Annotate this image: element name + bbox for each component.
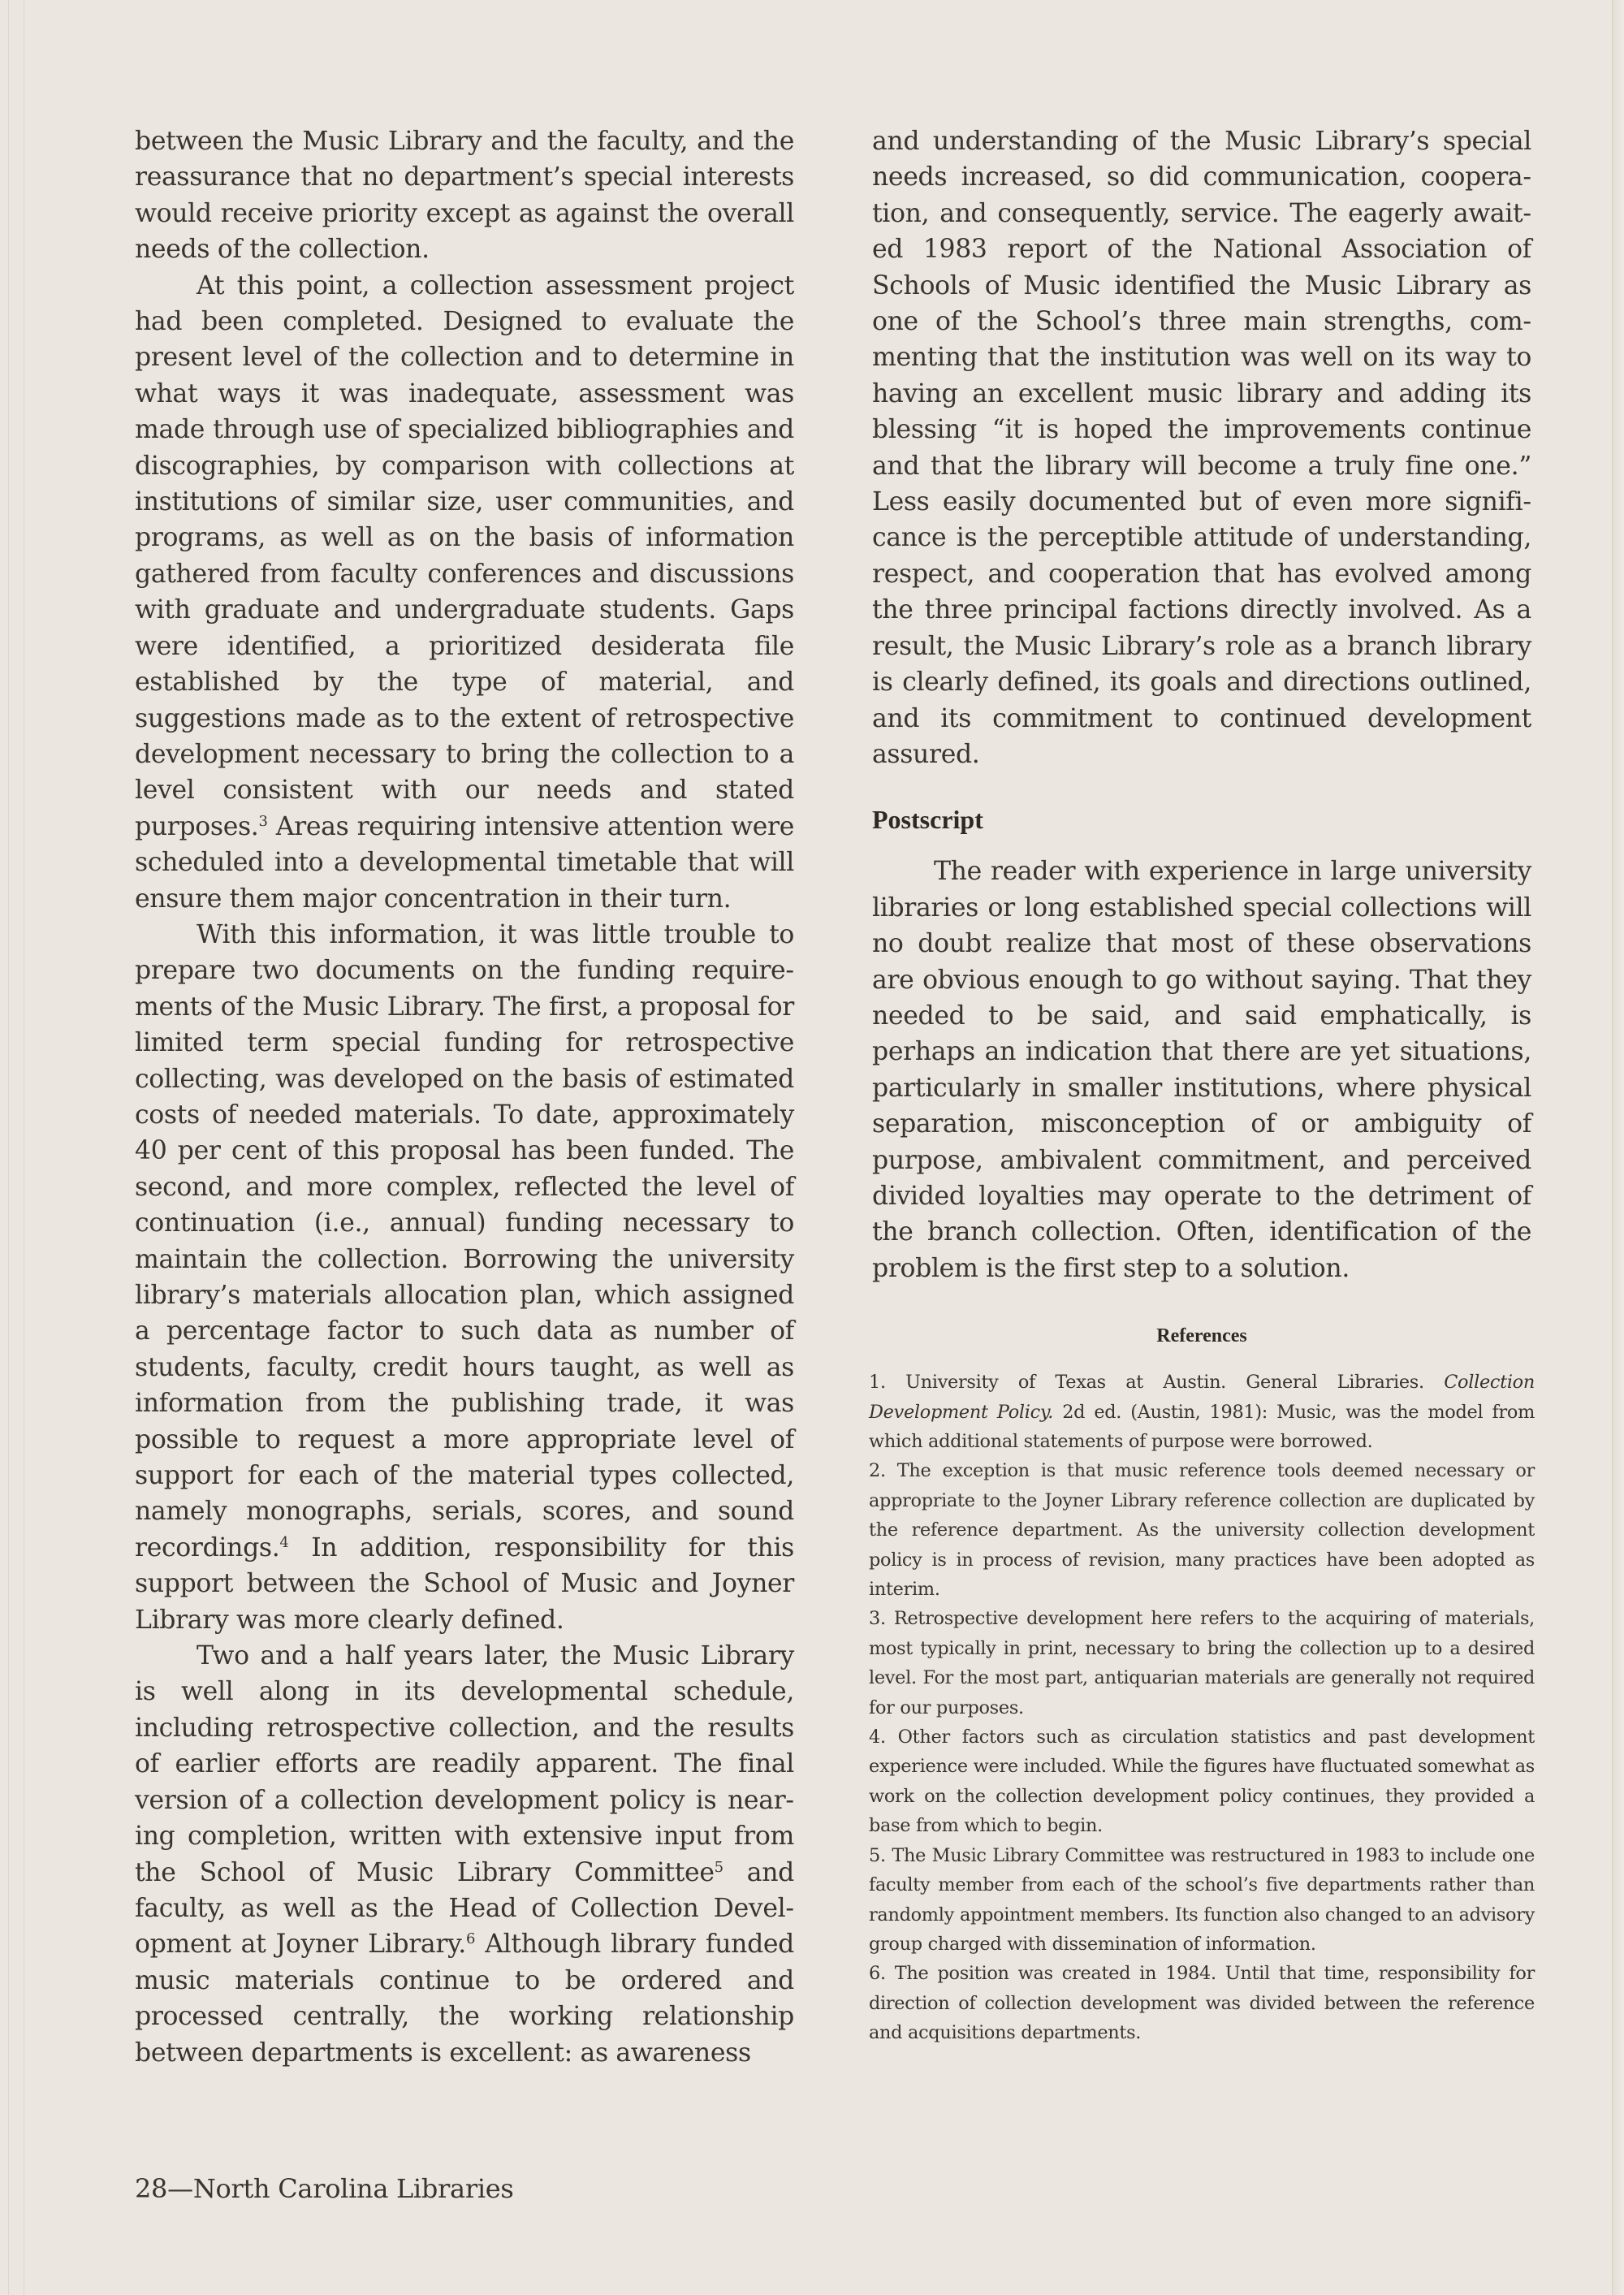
references-heading: References bbox=[1156, 1325, 1247, 1347]
paragraph-2-text-cont: Areas requiring intensive attention were scheduled into a developmental timetable that will ensure them major concentration in their turn. bbox=[135, 811, 794, 914]
reference-item-5 bbox=[869, 1841, 1535, 1960]
footnote-ref-6[interactable]: 6 bbox=[465, 1930, 476, 1948]
reference-1-text-cont: 2d ed. (Austin, 1981): Music, was the model from which additional statements of purpose were borrowed. bbox=[869, 1401, 1535, 1452]
paragraph-2-text: At this point, a collection assessment project had been completed. Designed to evaluate the present level of the collection and to determine in what ways it was inadequate, assessment was made through use of specialized bibliographies and discographies, by comparison with collections at institutions of similar size, user communities, and programs, as well as on the basis of information gathered from faculty conferences and discussions with graduate and undergraduate students. Gaps were identified, a prioritized desiderata file established by the type of material, and suggestions made as to the extent of retrospective development necessary to bring the collection to a level consistent with our needs and stated purposes. bbox=[135, 270, 794, 841]
reference-6-text: 6. The position was created in 1984. Until that time, responsibility for direction of collection development was divided between the reference and acquisitions departments. bbox=[869, 1963, 1535, 2044]
paragraph-3-text: With this information, it was little trouble to prepare two documents on the funding requirements of the Music Library. The first, a proposal for limited term special funding for retrospective collecting, was developed on the basis of estimated costs of needed materials. To date, approximately 40 per cent of this proposal has been funded. The second, and more complex, reflected the level of continuation (i.e., annual) funding necessary to maintain the collection. Borrowing the university library’s materials allocation plan, which assigned a percentage factor to such data as number of students, faculty, credit hours taught, as well as information from the publishing trade, it was possible to request a more appropriate level of support for each of the material types collected, namely monographs, serials, scores, and sound recordings. bbox=[135, 919, 794, 1562]
reference-item-3 bbox=[869, 1604, 1535, 1722]
paragraph-2 bbox=[135, 268, 794, 917]
publication-title: North Carolina Libraries bbox=[192, 2173, 514, 2204]
postscript-paragraph: The reader with experience in large university libraries or long established special collections will no doubt realize that most of these observations are obvious enough to go without saying. That they needed to be said, and said emphatically, is perhaps an indication that there are yet situations, particularly in smaller institutions, where physical separation, misconception of or ambiguity of purpose, ambivalent commitment, and perceived divided loyalties may operate to the detriment of the branch collection. Often, identification of the problem is the first step to a solution. bbox=[872, 857, 1531, 1283]
references-list bbox=[869, 1368, 1535, 2047]
paragraph-3 bbox=[135, 917, 794, 1638]
paragraph-1: between the Music Library and the faculty, and the reassurance that no department’s special interests would receive priority except as against the overall needs of the collection. bbox=[135, 127, 794, 265]
page-footer bbox=[135, 2172, 514, 2205]
reference-item-6 bbox=[869, 1959, 1535, 2047]
footnote-ref-3[interactable]: 3 bbox=[258, 812, 268, 830]
reference-1-title: Collection Development Policy. bbox=[869, 1372, 1535, 1423]
reference-5-text: 5. The Music Library Committee was restructured in 1983 to include one faculty member from each of the school’s five departments rather than randomly appointment members. Its function also changed to an advisory group charged with dissemination of information. bbox=[869, 1844, 1535, 1955]
postscript-heading: Postscript bbox=[872, 805, 983, 835]
right-column bbox=[869, 123, 1535, 2048]
paragraph-4-text-cont: Although library funded music materials continue to be ordered and processed centrally, the working relationship between departments is excellent: as awareness bbox=[135, 1930, 794, 2068]
reference-2-text: 2. The exception is that music reference tools deemed necessary or appropriate to the Joyner Library reference collection are duplicated by the reference department. As the university collection development policy is in process of revision, many practices have been adopted as interim. bbox=[869, 1460, 1535, 1601]
reference-1-text: 1. University of Texas at Austin. General Libraries. bbox=[869, 1372, 1445, 1394]
page-number: 28 bbox=[135, 2173, 168, 2204]
footer-separator: — bbox=[167, 2173, 193, 2204]
page-gutter-edge bbox=[8, 0, 24, 2295]
paragraph-5: and understanding of the Music Library’s special needs increased, so did communication, cooperation, and consequently, service. The eagerly awaited 1983 report of the National Association of Schools of Music identified the Music Library as one of the School’s three main strengths, commenting that the institution was well on its way to having an excellent music library and adding its blessing “it is hoped the improvements continue and that the library will become a truly fine one.” Less easily documented but of even more significance is the perceptible attitude of understanding, respect, and cooperation that has evolved among the three principal factions directly involved. As a result, the Music Library’s role as a branch library is clearly defined, its goals and directions outlined, and its commitment to continued development assured. bbox=[872, 127, 1531, 769]
footnote-ref-4[interactable]: 4 bbox=[279, 1533, 289, 1551]
paragraph-3-text-cont: In addition, responsibility for this support between the School of Music and Joyner Library was more clearly defined. bbox=[135, 1532, 794, 1635]
footnote-ref-5[interactable]: 5 bbox=[714, 1858, 723, 1876]
reference-item-2 bbox=[869, 1456, 1535, 1604]
paragraph-4-text-mid: and faculty, as well as the Head of Collection Development at Joyner Library. bbox=[135, 1857, 794, 1960]
reference-item-1 bbox=[869, 1368, 1535, 1456]
paragraph-4-text: Two and a half years later, the Music Library is well along in its developmental schedule, including retrospective collection, and the results of earlier efforts are readily apparent. The final version of a collection development policy is nearing completion, written with extensive input from the School of Music Library Committee bbox=[135, 1641, 794, 1887]
reference-4-text: 4. Other factors such as circulation statistics and past development experience were included. While the figures have fluctuated somewhat as work on the collection development policy continues, they provided a base from which to begin. bbox=[869, 1727, 1535, 1837]
paragraph-4 bbox=[135, 1638, 794, 2071]
left-column bbox=[135, 123, 794, 2071]
reference-item-4 bbox=[869, 1722, 1535, 1841]
page-right-edge bbox=[1612, 0, 1624, 2295]
reference-3-text: 3. Retrospective development here refers to the acquiring of materials, most typically in print, necessary to bring the collection up to a desired level. For the most part, antiquarian materials are generally not required for our purposes. bbox=[869, 1608, 1535, 1718]
